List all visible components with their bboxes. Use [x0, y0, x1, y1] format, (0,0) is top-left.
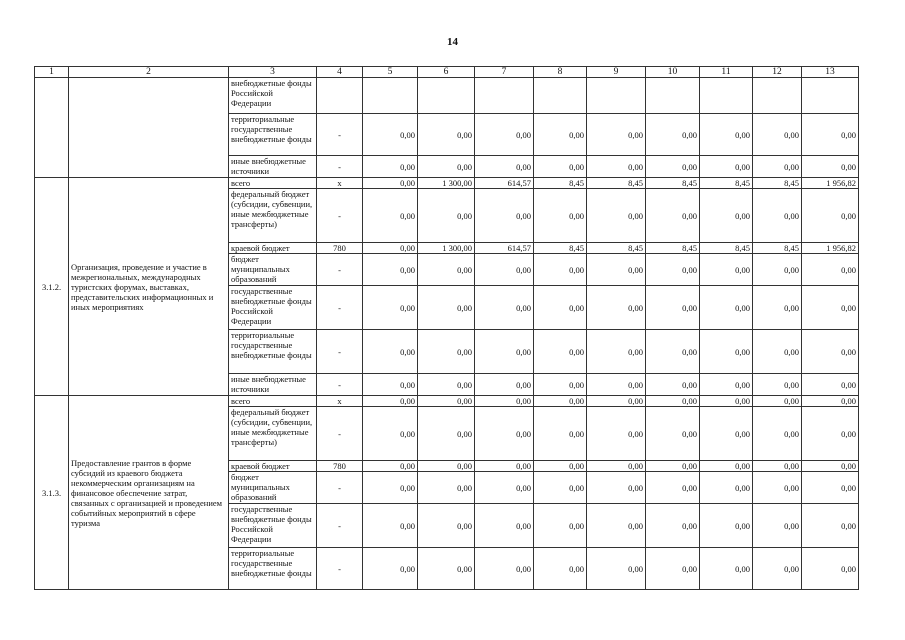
value-cell: 0,00 [646, 396, 700, 407]
value-cell: 0,00 [587, 548, 646, 590]
value-cell: 0,00 [363, 461, 418, 472]
value-cell: 0,00 [363, 396, 418, 407]
value-cell: 8,45 [646, 178, 700, 189]
value-cell: 0,00 [753, 461, 802, 472]
value-cell: 0,00 [587, 374, 646, 396]
value-cell: 0,00 [363, 407, 418, 461]
code-cell: - [317, 254, 363, 286]
value-cell [534, 78, 587, 114]
value-cell: 0,00 [418, 286, 475, 330]
value-cell: 0,00 [802, 189, 859, 243]
value-cell: 0,00 [646, 114, 700, 156]
value-cell [418, 78, 475, 114]
value-cell: 0,00 [587, 407, 646, 461]
value-cell: 0,00 [646, 472, 700, 504]
value-cell: 8,45 [753, 178, 802, 189]
table-row [35, 396, 859, 407]
value-cell: 0,00 [534, 254, 587, 286]
value-cell: 0,00 [646, 330, 700, 374]
table-row [35, 78, 859, 114]
value-cell: 0,00 [700, 189, 753, 243]
item-code [35, 78, 69, 178]
funding-source: иные внебюджетные источники [229, 156, 317, 178]
code-cell: - [317, 504, 363, 548]
value-cell: 0,00 [363, 330, 418, 374]
funding-source: краевой бюджет [229, 243, 317, 254]
value-cell: 0,00 [753, 548, 802, 590]
value-cell: 0,00 [753, 396, 802, 407]
value-cell: 0,00 [587, 254, 646, 286]
funding-source: бюджет муниципальных образований [229, 472, 317, 504]
value-cell: 0,00 [475, 504, 534, 548]
value-cell: 0,00 [587, 396, 646, 407]
value-cell: 0,00 [418, 330, 475, 374]
funding-source: иные внебюджетные источники [229, 374, 317, 396]
value-cell: 0,00 [418, 461, 475, 472]
value-cell: 0,00 [534, 548, 587, 590]
value-cell: 0,00 [753, 504, 802, 548]
value-cell: 0,00 [475, 156, 534, 178]
value-cell: 0,00 [753, 330, 802, 374]
funding-source: внебюджетные фонды Российской Федерации [229, 78, 317, 114]
code-cell: - [317, 286, 363, 330]
value-cell: 0,00 [802, 286, 859, 330]
value-cell: 0,00 [802, 254, 859, 286]
value-cell: 0,00 [475, 461, 534, 472]
value-cell: 0,00 [753, 407, 802, 461]
value-cell [802, 78, 859, 114]
code-cell: - [317, 472, 363, 504]
funding-source: территориальные государственные внебюджетные фонды [229, 330, 317, 374]
value-cell: 1 956,82 [802, 243, 859, 254]
value-cell: 0,00 [802, 548, 859, 590]
value-cell: 1 956,82 [802, 178, 859, 189]
table-row [35, 178, 859, 189]
value-cell: 0,00 [587, 156, 646, 178]
column-header: 13 [802, 67, 859, 78]
value-cell: 0,00 [753, 286, 802, 330]
value-cell: 0,00 [753, 374, 802, 396]
column-header: 11 [700, 67, 753, 78]
column-header: 10 [646, 67, 700, 78]
value-cell: 0,00 [475, 548, 534, 590]
code-cell: - [317, 330, 363, 374]
value-cell: 0,00 [802, 396, 859, 407]
code-cell: - [317, 407, 363, 461]
value-cell: 0,00 [418, 472, 475, 504]
funding-source: краевой бюджет [229, 461, 317, 472]
code-cell: - [317, 374, 363, 396]
value-cell: 0,00 [534, 407, 587, 461]
value-cell: 0,00 [753, 472, 802, 504]
value-cell: 0,00 [534, 330, 587, 374]
value-cell: 8,45 [534, 178, 587, 189]
value-cell: 0,00 [363, 374, 418, 396]
funding-source: всего [229, 396, 317, 407]
code-cell: - [317, 156, 363, 178]
value-cell: 0,00 [802, 472, 859, 504]
header-row [35, 67, 859, 78]
value-cell: 0,00 [363, 243, 418, 254]
budget-table [34, 66, 859, 590]
item-name: Предоставление грантов в форме субсидий из краевого бюджета некоммерческим организациям на финансовое обеспечение затрат, связанных с организацией и проведением событийных мероприятий в сфере туризма [69, 396, 229, 590]
value-cell: 0,00 [475, 407, 534, 461]
value-cell: 0,00 [587, 330, 646, 374]
value-cell: 0,00 [534, 461, 587, 472]
column-header: 1 [35, 67, 69, 78]
value-cell: 0,00 [646, 407, 700, 461]
value-cell: 0,00 [363, 178, 418, 189]
value-cell: 8,45 [534, 243, 587, 254]
value-cell: 0,00 [418, 548, 475, 590]
column-header: 12 [753, 67, 802, 78]
value-cell: 0,00 [475, 472, 534, 504]
value-cell: 0,00 [753, 254, 802, 286]
value-cell: 0,00 [534, 156, 587, 178]
value-cell: 0,00 [418, 156, 475, 178]
value-cell: 0,00 [753, 114, 802, 156]
value-cell: 0,00 [534, 472, 587, 504]
column-header: 5 [363, 67, 418, 78]
value-cell: 0,00 [418, 396, 475, 407]
value-cell: 0,00 [700, 374, 753, 396]
value-cell: 0,00 [802, 156, 859, 178]
value-cell: 0,00 [700, 548, 753, 590]
value-cell: 0,00 [363, 504, 418, 548]
column-header: 8 [534, 67, 587, 78]
value-cell: 0,00 [587, 472, 646, 504]
value-cell [587, 78, 646, 114]
value-cell: 0,00 [475, 396, 534, 407]
value-cell: 0,00 [646, 254, 700, 286]
value-cell: 0,00 [475, 254, 534, 286]
value-cell: 0,00 [587, 114, 646, 156]
value-cell: 0,00 [475, 286, 534, 330]
item-code: 3.1.2. [35, 178, 69, 396]
column-header: 3 [229, 67, 317, 78]
value-cell: 0,00 [363, 189, 418, 243]
value-cell: 0,00 [475, 114, 534, 156]
funding-source: государственные внебюджетные фонды Российской Федерации [229, 504, 317, 548]
value-cell: 1 300,00 [418, 243, 475, 254]
code-cell [317, 78, 363, 114]
value-cell: 0,00 [418, 407, 475, 461]
value-cell: 0,00 [363, 286, 418, 330]
funding-source: федеральный бюджет (субсидии, субвенции, иные межбюджетные трансферты) [229, 189, 317, 243]
column-header: 2 [69, 67, 229, 78]
value-cell: 0,00 [534, 504, 587, 548]
value-cell: 0,00 [418, 254, 475, 286]
value-cell: 0,00 [700, 114, 753, 156]
value-cell: 0,00 [475, 374, 534, 396]
code-cell: x [317, 396, 363, 407]
value-cell [700, 78, 753, 114]
value-cell: 0,00 [418, 114, 475, 156]
value-cell: 0,00 [700, 472, 753, 504]
value-cell: 0,00 [534, 286, 587, 330]
value-cell: 0,00 [534, 374, 587, 396]
value-cell: 0,00 [753, 156, 802, 178]
page-number: 14 [447, 36, 458, 48]
value-cell: 8,45 [587, 243, 646, 254]
value-cell [475, 78, 534, 114]
value-cell: 8,45 [753, 243, 802, 254]
column-header: 9 [587, 67, 646, 78]
code-cell: - [317, 548, 363, 590]
value-cell [753, 78, 802, 114]
value-cell: 0,00 [802, 504, 859, 548]
column-header: 4 [317, 67, 363, 78]
value-cell: 0,00 [534, 114, 587, 156]
value-cell: 0,00 [753, 189, 802, 243]
value-cell: 614,57 [475, 178, 534, 189]
value-cell: 0,00 [475, 330, 534, 374]
value-cell: 0,00 [418, 504, 475, 548]
value-cell: 0,00 [802, 114, 859, 156]
column-header: 7 [475, 67, 534, 78]
value-cell: 0,00 [700, 330, 753, 374]
funding-source: всего [229, 178, 317, 189]
value-cell: 0,00 [587, 286, 646, 330]
value-cell: 8,45 [646, 243, 700, 254]
code-cell: 780 [317, 243, 363, 254]
value-cell: 0,00 [363, 254, 418, 286]
value-cell: 0,00 [363, 114, 418, 156]
value-cell: 614,57 [475, 243, 534, 254]
funding-source: территориальные государственные внебюджетные фонды [229, 114, 317, 156]
value-cell: 0,00 [475, 189, 534, 243]
value-cell: 0,00 [802, 407, 859, 461]
value-cell: 0,00 [802, 461, 859, 472]
column-header: 6 [418, 67, 475, 78]
code-cell: - [317, 114, 363, 156]
value-cell: 0,00 [363, 472, 418, 504]
value-cell: 0,00 [646, 504, 700, 548]
value-cell: 0,00 [646, 548, 700, 590]
value-cell: 0,00 [646, 461, 700, 472]
item-code: 3.1.3. [35, 396, 69, 590]
value-cell: 0,00 [700, 156, 753, 178]
value-cell: 0,00 [646, 156, 700, 178]
value-cell: 1 300,00 [418, 178, 475, 189]
value-cell [646, 78, 700, 114]
funding-source: государственные внебюджетные фонды Российской Федерации [229, 286, 317, 330]
value-cell: 0,00 [646, 189, 700, 243]
value-cell: 0,00 [418, 374, 475, 396]
item-name [69, 78, 229, 178]
value-cell: 0,00 [700, 396, 753, 407]
table-body [35, 67, 859, 590]
funding-source: территориальные государственные внебюджетные фонды [229, 548, 317, 590]
value-cell: 0,00 [700, 286, 753, 330]
value-cell: 0,00 [646, 286, 700, 330]
value-cell: 8,45 [587, 178, 646, 189]
code-cell: x [317, 178, 363, 189]
value-cell: 0,00 [587, 189, 646, 243]
value-cell: 0,00 [587, 504, 646, 548]
value-cell: 0,00 [700, 407, 753, 461]
value-cell: 0,00 [363, 548, 418, 590]
value-cell: 0,00 [418, 189, 475, 243]
value-cell: 0,00 [646, 374, 700, 396]
value-cell: 0,00 [534, 396, 587, 407]
value-cell: 0,00 [534, 189, 587, 243]
funding-source: бюджет муниципальных образований [229, 254, 317, 286]
value-cell: 0,00 [802, 374, 859, 396]
value-cell: 0,00 [363, 156, 418, 178]
funding-source: федеральный бюджет (субсидии, субвенции, иные межбюджетные трансферты) [229, 407, 317, 461]
item-name: Организация, проведение и участие в межрегиональных, международных туристских форумах, выставках, представительских информационных и иных мероприятиях [69, 178, 229, 396]
value-cell: 8,45 [700, 243, 753, 254]
value-cell: 0,00 [802, 330, 859, 374]
code-cell: - [317, 189, 363, 243]
code-cell: 780 [317, 461, 363, 472]
value-cell: 8,45 [700, 178, 753, 189]
value-cell [363, 78, 418, 114]
value-cell: 0,00 [700, 254, 753, 286]
value-cell: 0,00 [587, 461, 646, 472]
value-cell: 0,00 [700, 504, 753, 548]
value-cell: 0,00 [700, 461, 753, 472]
